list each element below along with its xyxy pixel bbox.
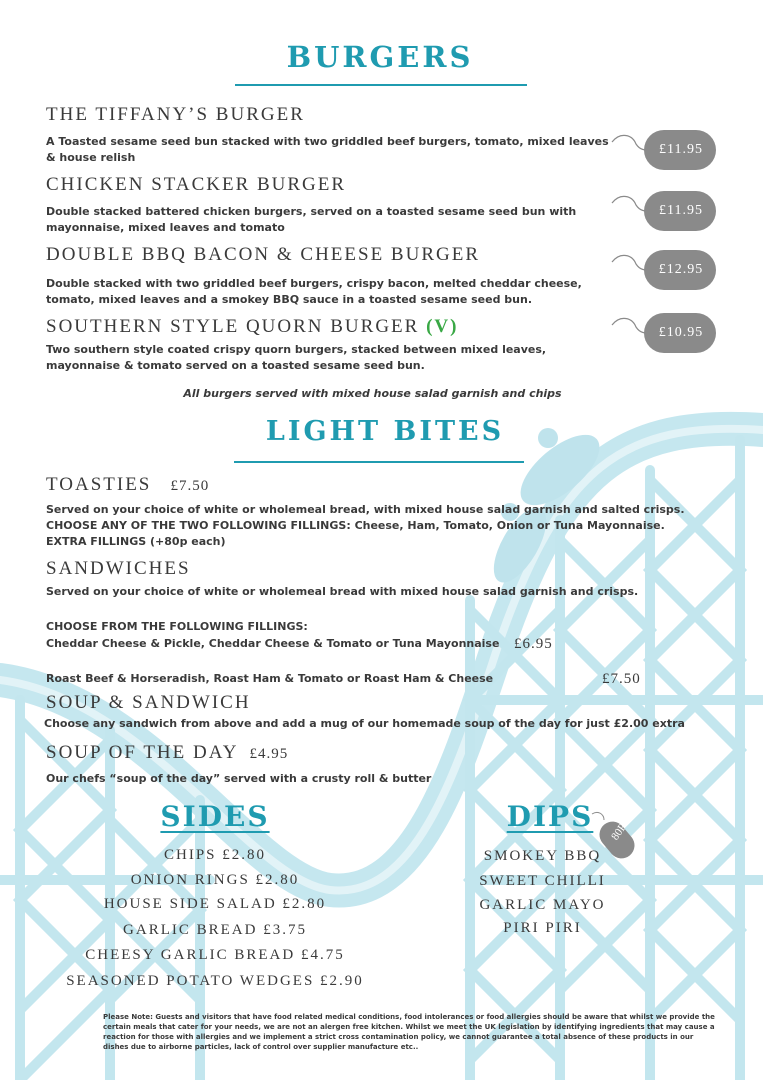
toasties-title: TOASTIES bbox=[46, 474, 152, 495]
side-item-onion-rings: ONION RINGS £2.80 bbox=[130, 872, 300, 888]
sides-heading: SIDES bbox=[160, 800, 270, 833]
toasties-price: £7.50 bbox=[170, 478, 210, 494]
side-item-garlic-bread: GARLIC BREAD £3.75 bbox=[123, 922, 307, 938]
light-bites-heading: LIGHT BITES bbox=[265, 416, 505, 447]
sandwiches-choose: CHOOSE FROM THE FOLLOWING FILLINGS: bbox=[46, 620, 308, 633]
soup-of-day-title: SOUP OF THE DAY bbox=[46, 742, 239, 763]
burger-title-quorn bbox=[46, 316, 458, 338]
sandwiches-option-2-price: £7.50 bbox=[602, 671, 641, 687]
soup-of-day-desc: Our chefs “soup of the day” served with a crusty roll & butter bbox=[46, 772, 432, 785]
burgers-heading: BURGERS bbox=[286, 40, 474, 74]
soup-sandwich-desc: Choose any sandwich from above and add a mug of our homemade soup of the day for just £2.00 extra bbox=[44, 717, 685, 730]
allergen-footnote: Please Note: Guests and visitors that have food related medical conditions, food intolerances or food allergies should be aware that whilst we provide the certain meals that cater for your needs, we are not an alergen free kitchen. Whilst we meet the UK legislation by identifying ingredients that may cause a reaction for those with allergies and we implement a strict cross contamination policy, we cannot guarantee a total absence of these products in our dishes due to airborne particles, lack of control over supplier manufacture etc.. bbox=[103, 1013, 715, 1051]
burger-desc-quorn: Two southern style coated crispy quorn burgers, stacked between mixed leaves, mayonnaise & tomato served on a toasted sesame seed bun. bbox=[46, 343, 547, 372]
price-tag-quorn bbox=[610, 313, 720, 353]
light-bites-heading-rule bbox=[234, 461, 524, 463]
vegetarian-marker: (V) bbox=[426, 316, 459, 337]
dip-item-sweet-chilli: SWEET CHILLI bbox=[479, 873, 606, 889]
price-label-chicken-stacker: £11.95 bbox=[659, 203, 703, 218]
price-label-double-bbq: £12.95 bbox=[658, 262, 704, 277]
dip-item-piri-piri: PIRI PIRI bbox=[503, 920, 582, 936]
price-label-tiffanys: £11.95 bbox=[659, 142, 703, 157]
burger-title-double-bbq: DOUBLE BBQ BACON & CHEESE BURGER bbox=[46, 244, 480, 265]
sandwiches-option-1: Cheddar Cheese & Pickle, Cheddar Cheese & Tomato or Tuna Mayonnaise bbox=[46, 637, 500, 650]
dips-heading: DIPS bbox=[506, 800, 594, 833]
price-tag-tiffanys bbox=[610, 130, 720, 170]
burger-title-chicken-stacker: CHICKEN STACKER BURGER bbox=[46, 174, 347, 195]
sandwiches-title: SANDWICHES bbox=[46, 558, 191, 579]
side-item-house-salad: HOUSE SIDE SALAD £2.80 bbox=[103, 896, 327, 912]
burger-title-tiffanys: THE TIFFANY’S BURGER bbox=[46, 104, 305, 125]
burgers-heading-rule bbox=[235, 84, 527, 86]
soup-of-day-price: £4.95 bbox=[249, 746, 289, 762]
sandwiches-option-2: Roast Beef & Horseradish, Roast Ham & Tomato or Roast Ham & Cheese bbox=[46, 672, 494, 685]
burger-desc-chicken-stacker: Double stacked battered chicken burgers, served on a toasted sesame seed bun with mayonnaise, mixed leaves and tomato bbox=[46, 205, 577, 234]
dips-price-label: 80P bbox=[609, 821, 629, 843]
side-item-potato-wedges: SEASONED POTATO WEDGES £2.90 bbox=[66, 973, 364, 989]
dip-item-garlic-mayo: GARLIC MAYO bbox=[479, 897, 606, 913]
burgers-note: All burgers served with mixed house salad garnish and chips bbox=[183, 387, 562, 400]
burger-desc-tiffanys: A Toasted sesame seed bun stacked with two griddled beef burgers, tomato, mixed leaves & house relish bbox=[46, 135, 609, 164]
toasties-fillings: CHOOSE ANY OF THE TWO FOLLOWING FILLINGS: Cheese, Ham, Tomato, Onion or Tuna Mayonnaise. bbox=[46, 519, 665, 532]
price-tag-chicken-stacker bbox=[610, 191, 720, 231]
side-item-cheesy-garlic-bread: CHEESY GARLIC BREAD £4.75 bbox=[85, 947, 345, 963]
toasties-extra: EXTRA FILLINGS (+80p each) bbox=[46, 535, 226, 548]
price-label-quorn: £10.95 bbox=[658, 325, 704, 340]
soup-of-day-header bbox=[46, 742, 288, 764]
dip-item-smokey-bbq: SMOKEY BBQ bbox=[483, 848, 602, 864]
sandwiches-desc: Served on your choice of white or wholemeal bread with mixed house salad garnish and crisps. bbox=[46, 585, 639, 598]
soup-sandwich-title: SOUP & SANDWICH bbox=[46, 692, 251, 713]
burger-desc-double-bbq: Double stacked with two griddled beef burgers, crispy bacon, melted cheddar cheese, tomato, mixed leaves and a smokey BBQ sauce in a toasted sesame seed bun. bbox=[46, 277, 582, 306]
side-item-chips: CHIPS £2.80 bbox=[163, 847, 267, 863]
toasties-desc: Served on your choice of white or wholemeal bread, with mixed house salad garnish and salted crisps. bbox=[46, 503, 685, 516]
price-tag-double-bbq bbox=[610, 250, 720, 290]
sandwiches-option-1-price: £6.95 bbox=[514, 636, 553, 652]
burger-name-quorn: SOUTHERN STYLE QUORN BURGER bbox=[46, 316, 420, 337]
toasties-header bbox=[46, 474, 209, 496]
